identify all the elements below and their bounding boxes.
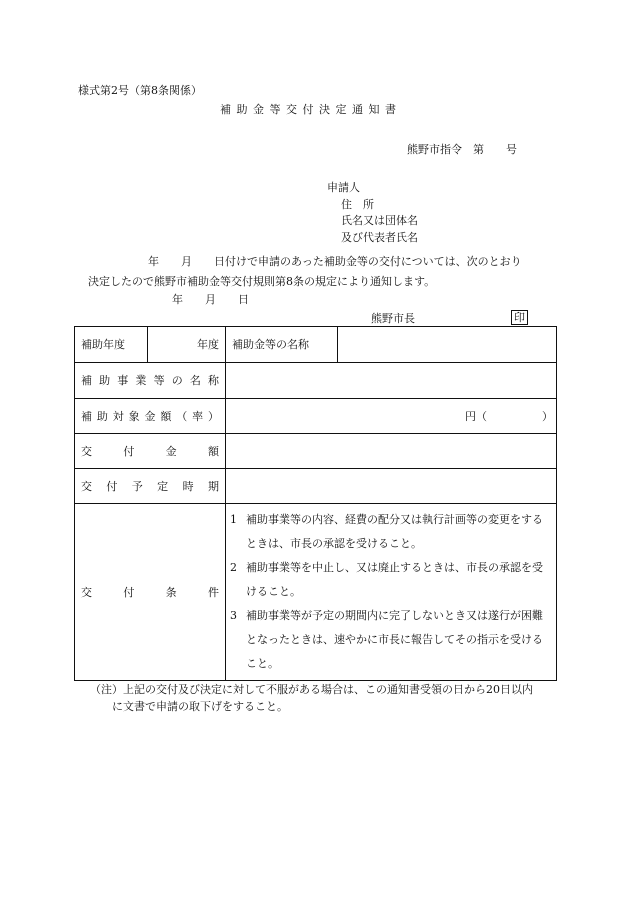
body-text-line2: 決定したので熊野市補助金等交付規則第8条の規定により通知します。 (88, 275, 436, 288)
conditions-list (226, 504, 557, 681)
schedule-label (75, 469, 226, 504)
conditions-label (75, 504, 226, 681)
project-name-value (226, 363, 557, 399)
condition-item (230, 604, 552, 676)
condition-text: 補助事業等が予定の期間内に完了しないとき又は遂行が困難となったときは、速やかに市長に報告してその指示を受けること。 (246, 609, 543, 670)
applicant-address-label: 住 所 (341, 198, 374, 211)
decision-table (74, 326, 557, 681)
grant-amount-text: 交 付 金 額 (81, 444, 219, 458)
schedule-value (226, 469, 557, 504)
note-line2: に文書で申請の取下げをすること。 (112, 700, 288, 713)
conditions-text: 交 付 条 件 (81, 585, 219, 599)
applicant-name-label: 氏名又は団体名 (341, 214, 418, 227)
applicant-rep-label: 及び代表者氏名 (341, 231, 418, 244)
condition-item (230, 556, 552, 604)
document-number: 熊野市指令 第 号 (407, 143, 517, 156)
condition-text: 補助事業等を中止し、又は廃止するときは、市長の承認を受けること。 (246, 561, 543, 598)
schedule-text: 交 付 予 定 時 期 (81, 479, 219, 493)
table-row (75, 327, 557, 363)
applicant-label: 申請人 (327, 181, 360, 194)
project-name-label (75, 363, 226, 399)
body-text-line1: 年 月 日付けで申請のあった補助金等の交付については、次のとおり (148, 255, 522, 268)
form-id: 様式第2号（第8条関係） (78, 84, 202, 97)
table-row (75, 363, 557, 399)
seal-mark: 印 (511, 310, 528, 325)
document-title: 補助金等交付決定通知書 (220, 103, 402, 116)
table-row (75, 469, 557, 504)
table-row (75, 504, 557, 681)
target-amount-value-cell (226, 399, 557, 434)
target-amount-label (75, 399, 226, 434)
target-amount-value: 円（ ） (465, 409, 553, 423)
year-unit: 年度 (148, 327, 226, 363)
condition-item (230, 508, 552, 556)
subsidy-name-value (338, 327, 557, 363)
project-name-text: 補 助 事 業 等 の 名 称 (81, 374, 219, 387)
target-amount-text: 補 助 対 象 金 額 （ 率 ） (81, 409, 219, 423)
note-line1: （注）上記の交付及び決定に対して不服がある場合は、この通知書受領の日から20日以内 (90, 683, 533, 696)
grant-amount-value (226, 434, 557, 469)
mayor-label: 熊野市長 (371, 312, 415, 325)
subsidy-year-label: 補助年度 (75, 327, 148, 363)
condition-number: 3 (230, 609, 237, 622)
table-row (75, 399, 557, 434)
condition-number: 1 (230, 513, 237, 526)
issue-date: 年 月 日 (172, 293, 249, 306)
grant-amount-label (75, 434, 226, 469)
condition-text: 補助事業等の内容、経費の配分又は執行計画等の変更をするときは、市長の承認を受けること。 (246, 513, 543, 550)
table-row (75, 434, 557, 469)
condition-number: 2 (230, 561, 237, 574)
subsidy-name-label: 補助金等の名称 (226, 327, 338, 363)
